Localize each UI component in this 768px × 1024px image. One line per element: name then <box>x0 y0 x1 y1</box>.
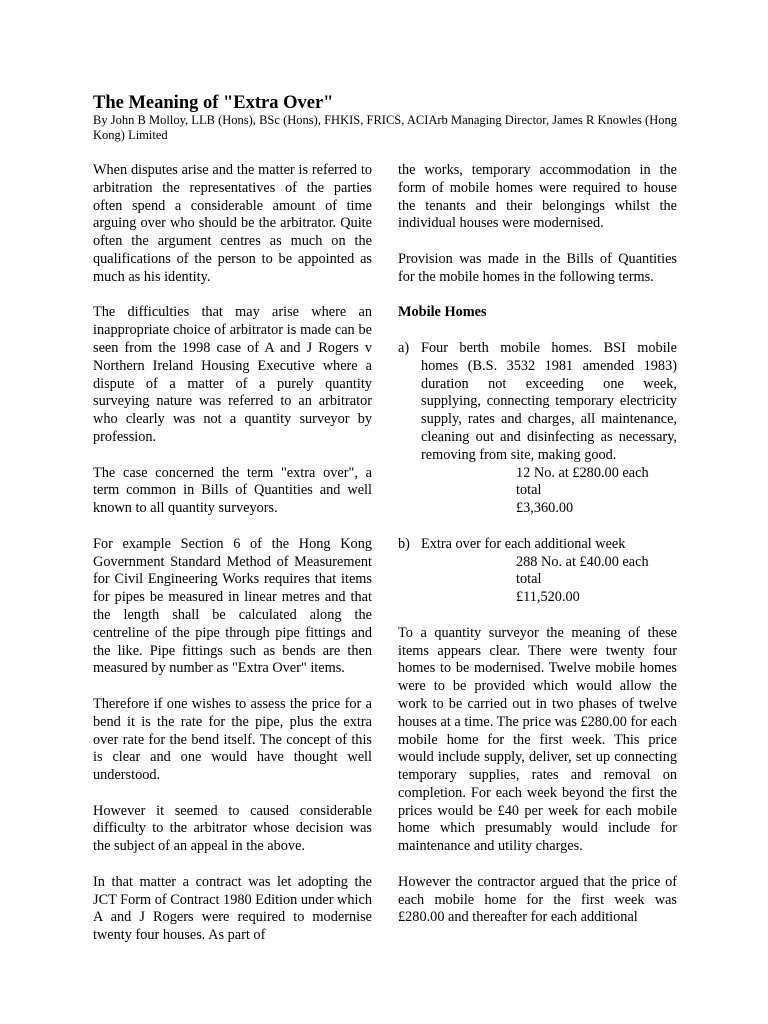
left-column <box>93 162 372 963</box>
paragraph: the works, temporary accommodation in the form of mobile homes were required to house the tenants and their belongings whilst the individual houses were modernised. <box>398 162 677 232</box>
article-byline: By John B Molloy, LLB (Hons), BSc (Hons), FHKIS, FRICS, ACIArb Managing Director, James R Knowles (Hong Kong) Limited <box>93 113 677 142</box>
paragraph: Therefore if one wishes to assess the price for a bend it is the rate for the pipe, plus the extra over rate for the bend itself. The concept of this is clear and one would have thought well understood. <box>93 695 372 784</box>
paragraph: However the contractor argued that the price of each mobile home for the first week was £280.00 and thereafter for each additional <box>398 873 677 926</box>
item-marker: a) <box>398 339 410 356</box>
item-description: Four berth mobile homes. BSI mobile homes (B.S. 3532 1981 amended 1983) duration not exceeding one week, supplying, connecting temporary electricity supply, rates and charges, all maintenance, cleaning out and disinfecting as necessary, removing from site, making good. <box>421 339 677 463</box>
section-heading: Mobile Homes <box>398 304 487 321</box>
paragraph: When disputes arise and the matter is referred to arbitration the representatives of the parties often spend a considerable amount of time arguing over who should be the arbitrator. Quite often the argument centres as much on the qualifications of the person to be appointed as much as his identity. <box>93 162 372 285</box>
paragraph: In that matter a contract was let adopting the JCT Form of Contract 1980 Edition under which A and J Rogers were required to modernise twenty four houses. As part of <box>93 873 372 944</box>
right-column <box>398 162 677 945</box>
paragraph: The case concerned the term "extra over", a term common in Bills of Quantities and well known to all quantity surveyors. <box>93 464 372 517</box>
bill-item-a <box>398 340 677 518</box>
item-price-line: 12 No. at £280.00 each total <box>516 464 649 499</box>
paragraph: The difficulties that may arise where an inappropriate choice of arbitrator is made can be seen from the 1998 case of A and J Rogers v Northern Ireland Housing Executive where a dispute of a matter of a purely quantity surveying nature was referred to an arbitrator who clearly was not a quantity surveyor by profession. <box>93 304 372 445</box>
item-price <box>421 554 677 607</box>
paragraph: To a quantity surveyor the meaning of these items appears clear. There were twenty four homes to be modernised. Twelve mobile homes were to be provided which would allow the work to be carried out in two phases of twelve houses at a time. The price was £280.00 for each mobile home for the first week. This price would include supply, deliver, set up connecting temporary supplies, rates and removal on completion. For each week beyond the first the prices would be £40 per week for each mobile home which presumably would include for maintenance and utility charges. <box>398 624 677 855</box>
item-price-total: £11,520.00 <box>516 589 580 606</box>
paragraph: Provision was made in the Bills of Quantities for the mobile homes in the following terms. <box>398 250 677 285</box>
item-marker: b) <box>398 535 410 552</box>
item-description: Extra over for each additional week <box>421 535 626 552</box>
item-price <box>421 465 677 518</box>
article-title: The Meaning of "Extra Over" <box>93 93 334 113</box>
paragraph: For example Section 6 of the Hong Kong Government Standard Method of Measurement for Civil Engineering Works requires that items for pipes be measured in linear metres and that the length shall be calculated along the centreline of the pipe through pipe fittings and the like. Pipe fittings such as bends are then measured by number as "Extra Over" items. <box>93 535 372 677</box>
item-price-line: 288 No. at £40.00 each total <box>516 553 649 588</box>
item-price-total: £3,360.00 <box>516 500 574 517</box>
paragraph: However it seemed to caused considerable difficulty to the arbitrator whose decision was the subject of an appeal in the above. <box>93 802 372 855</box>
bill-item-b <box>398 536 677 607</box>
